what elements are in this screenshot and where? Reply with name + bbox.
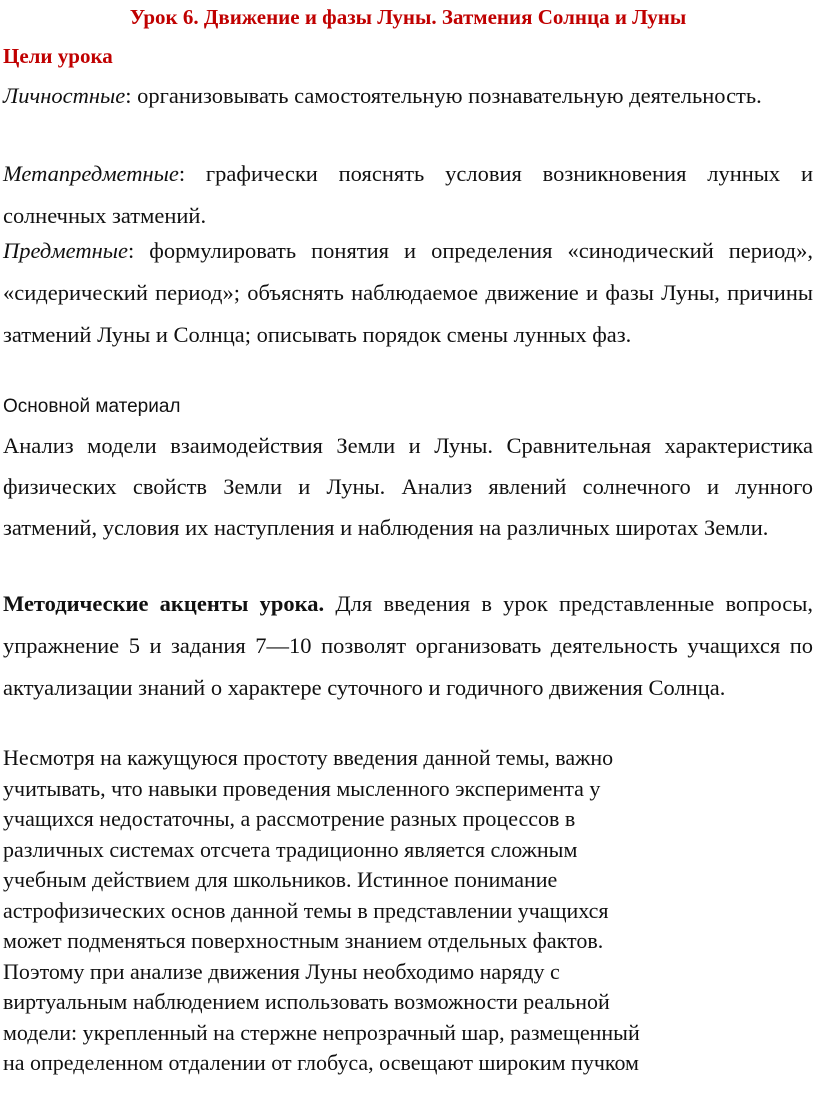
final-line: Поэтому при анализе движения Луны необходимо наряду с (3, 958, 560, 984)
method-label: Методические акценты урока. (3, 591, 325, 616)
goal-metasubject-label: Метапредметные (3, 161, 179, 186)
final-line: астрофизических основ данной темы в представлении учащихся (3, 897, 609, 923)
final-line: может подменяться поверхностным знанием отдельных фактов. (3, 928, 604, 953)
goal-metasubject-text: : графически пояснять условия возникновения лунных и солнечных затмений. (3, 161, 813, 228)
goal-metasubject (3, 153, 813, 237)
final-line: Несмотря на кажущуюся простоту введения данной темы, важно (3, 745, 614, 770)
method-paragraph (3, 583, 813, 709)
goal-subject-label: Предметные (3, 238, 128, 263)
method-text: Для введения в урок представленные вопросы, упражнение 5 и задания 7—10 позволят организовать деятельность учащихся по актуализации знаний о характере суточного и годичного движения Солнца. (3, 591, 813, 700)
final-line: модели: укрепленный на стержне непрозрачный шар, размещенный (3, 1019, 640, 1045)
final-paragraph (3, 743, 813, 1079)
goal-personal-label: Личностные (3, 83, 126, 108)
final-line: на определенном отдалении от глобуса, освещают широким пучком (3, 1050, 639, 1075)
goal-personal (3, 75, 813, 117)
goal-personal-text: : организовывать самостоятельную познавательную деятельность. (125, 83, 762, 108)
final-line: учащихся недостаточны, а рассмотрение разных процессов в (3, 806, 576, 831)
goal-subject-text: : формулировать понятия и определения «синодический период», «сидерический период»; объяснять наблюдаемое движение и фазы Луны, причины затмений Луны и Солнца; описывать порядок смены лунных фаз. (3, 238, 813, 347)
lesson-title: Урок 6. Движение и фазы Луны. Затмения Солнца и Луны (129, 5, 687, 29)
final-line: различных системах отсчета традиционно является сложным (3, 836, 578, 862)
final-line: виртуальным наблюдением использовать возможности реальной (3, 989, 610, 1014)
final-line: учитывать, что навыки проведения мысленного эксперимента у (3, 775, 601, 801)
goal-subject (3, 230, 813, 356)
main-material-heading: Основной материал (3, 396, 181, 417)
goals-heading: Цели урока (3, 44, 113, 68)
final-line: учебным действием для школьников. Истинное понимание (3, 867, 558, 892)
main-material-paragraph: Анализ модели взаимодействия Земли и Луны. Сравнительная характеристика физических свойств Земли и Луны. Анализ явлений солнечного и лунного затмений, условия их наступления и наблюдения на различных широтах Земли. (3, 433, 813, 540)
